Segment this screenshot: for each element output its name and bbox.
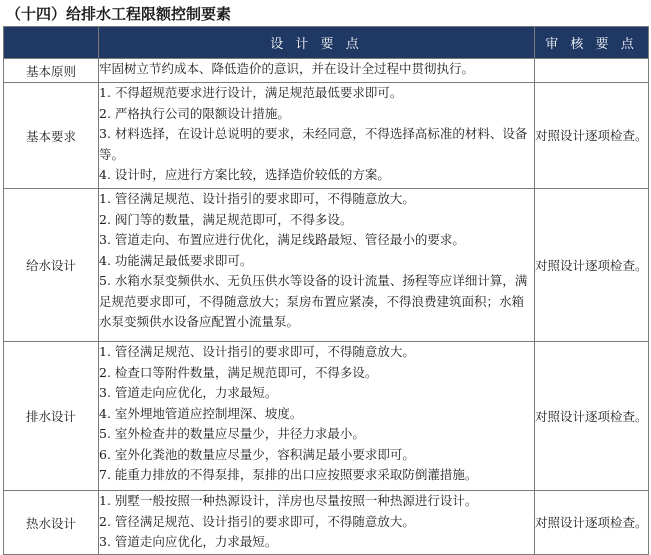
- table-row: [4, 83, 649, 189]
- design-point: 1. 别墅一般按照一种热源设计，洋房也尽量按照一种热源进行设计。: [99, 493, 478, 508]
- design-point: 2. 管径满足规范、设计指引的要求即可，不得随意放大。: [99, 513, 415, 529]
- row-category: 排水设计: [4, 342, 99, 491]
- design-point: 6. 室外化粪池的数量应尽量少，容积满足最小要求即可。: [99, 446, 415, 462]
- design-points-cell: [99, 491, 535, 555]
- design-point: 3. 管道走向应优化，力求最短。: [99, 385, 278, 400]
- review-points-cell: 对照设计逐项检查。: [535, 342, 649, 491]
- review-points-cell: [535, 59, 649, 83]
- row-category: 基本原则: [4, 59, 99, 83]
- design-points-cell: [99, 59, 535, 83]
- design-point: 5. 水箱水泵变频供水、无负压供水等设备的设计流量、扬程等应详细计算，满足规范要求即可，不得随意放大；泵房布置应紧凑，不得浪费建筑面积；水箱水泵变频供水设备应配置小流量泵。: [99, 273, 528, 329]
- design-point: 2. 阀门等的数量，满足规范即可，不得多设。: [99, 211, 353, 227]
- review-points-cell: 对照设计逐项检查。: [535, 491, 649, 555]
- design-points-cell: [99, 83, 535, 189]
- header-design-points: 设 计 要 点: [99, 27, 535, 59]
- row-category: 基本要求: [4, 83, 99, 189]
- header-category: [4, 27, 99, 59]
- design-point: 1. 管径满足规范、设计指引的要求即可，不得随意放大。: [99, 191, 415, 206]
- design-point: 1. 管径满足规范、设计指引的要求即可，不得随意放大。: [99, 344, 415, 359]
- design-point: 3. 管道走向应优化，力求最短。: [99, 534, 278, 549]
- design-point: 4. 设计时，应进行方案比较，选择造价较低的方案。: [99, 167, 390, 182]
- design-point: 3. 管道走向、布置应进行优化，满足线路最短、管径最小的要求。: [99, 232, 465, 247]
- table-header-row: [4, 27, 649, 59]
- requirements-table: [3, 26, 649, 555]
- design-points-cell: [99, 342, 535, 491]
- design-point: 3. 材料选择，在设计总说明的要求，未经同意，不得选择高标准的材料、设备等。: [99, 126, 528, 162]
- table-row: [4, 189, 649, 342]
- row-category: 热水设计: [4, 491, 99, 555]
- design-points-cell: [99, 189, 535, 342]
- section-heading: （十四）给排水工程限额控制要素: [6, 5, 232, 23]
- design-point: 4. 功能满足最低要求即可。: [99, 252, 253, 268]
- design-point: 2. 检查口等附件数量，满足规范即可，不得多设。: [99, 364, 378, 380]
- header-review-points: 审 核 要 点: [535, 27, 649, 59]
- review-points-cell: 对照设计逐项检查。: [535, 83, 649, 189]
- review-points-cell: 对照设计逐项检查。: [535, 189, 649, 342]
- row-category: 给水设计: [4, 189, 99, 342]
- design-point: 1. 不得超规范要求进行设计，满足规范最低要求即可。: [99, 85, 403, 100]
- design-point: 4. 室外埋地管道应控制埋深、坡度。: [99, 405, 303, 421]
- table-row: [4, 491, 649, 555]
- table-row: [4, 59, 649, 83]
- design-point: 5. 室外检查井的数量应尽量少，井径力求最小。: [99, 426, 365, 441]
- design-point: 牢固树立节约成本、降低造价的意识，并在设计全过程中贯彻执行。: [99, 61, 475, 76]
- design-point: 2. 严格执行公司的限额设计措施。: [99, 105, 290, 121]
- table-row: [4, 342, 649, 491]
- design-point: 7. 能重力排放的不得泵排，泵排的出口应按照要求采取防倒灌措施。: [99, 467, 478, 482]
